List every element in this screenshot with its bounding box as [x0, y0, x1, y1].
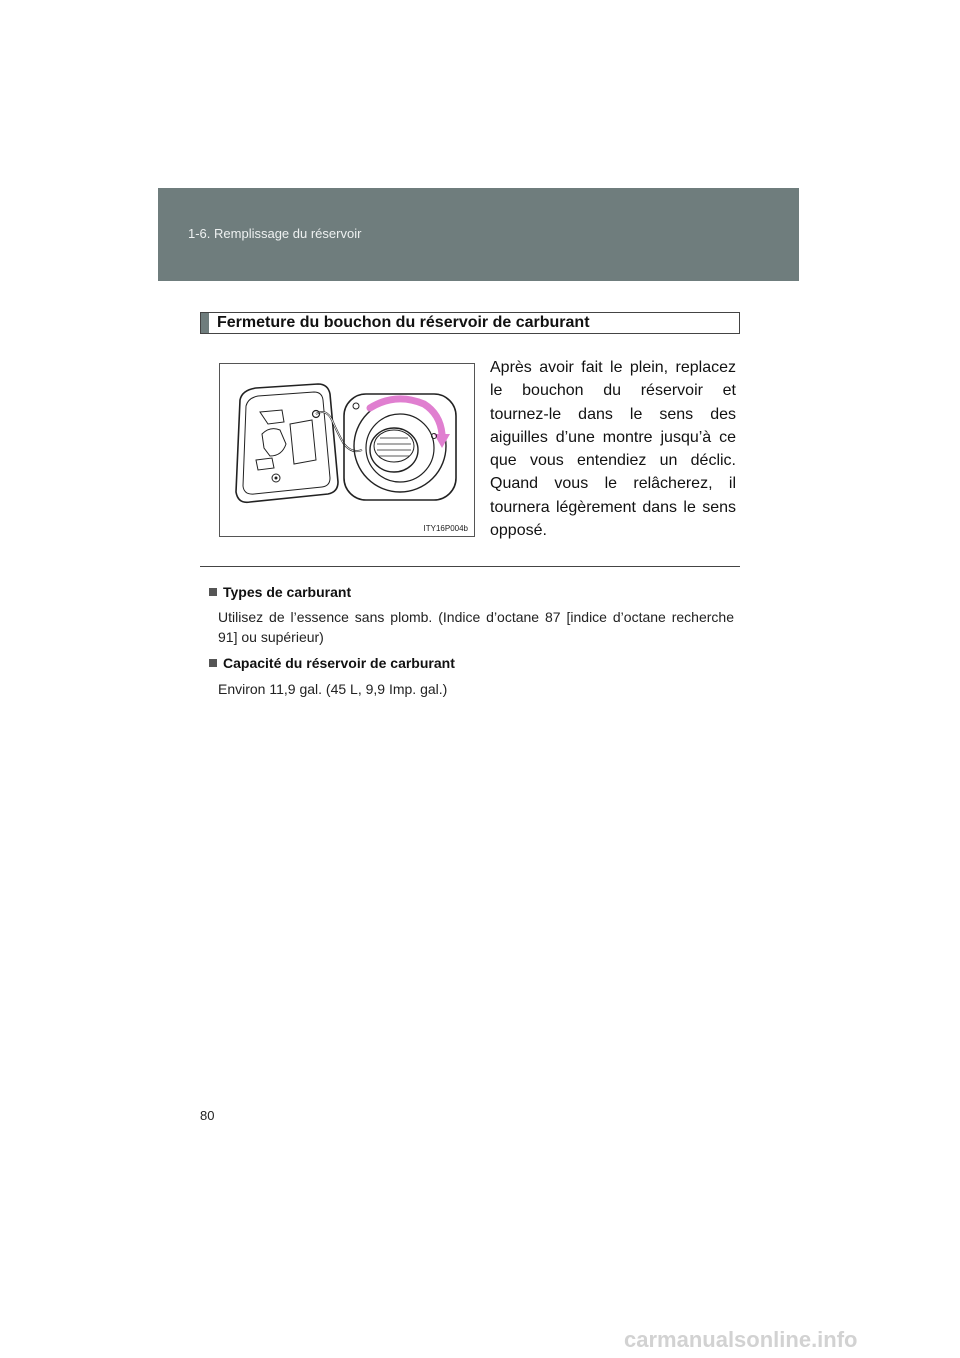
section-title-marker	[201, 313, 209, 333]
fuel-cap-illustration	[219, 363, 475, 537]
square-bullet-icon	[209, 659, 217, 667]
figure-code: ITY16P004b	[423, 524, 468, 533]
section-title: Fermeture du bouchon du réservoir de carburant	[217, 314, 590, 331]
watermark: carmanualsonline.info	[624, 1327, 858, 1352]
note-title-text: Types de carburant	[223, 584, 352, 600]
page-number: 80	[200, 1108, 215, 1123]
square-bullet-icon	[209, 588, 217, 596]
note-text-fuel-types: Utilisez de l’essence sans plomb. (Indice d’octane 87 [indice d’octane recherche 91] ou supérieur)	[218, 609, 734, 645]
fuel-cap-drawing	[220, 364, 474, 536]
chapter-header-band	[158, 188, 799, 281]
note-title-text: Capacité du réservoir de carburant	[223, 655, 455, 671]
note-title-fuel-types	[209, 584, 351, 600]
closing-instructions: Après avoir fait le plein, replacez le bouchon du réservoir et tournez-le dans le sens des aiguilles d’une montre jusqu’à ce que vous entendiez un déclic. Quand vous le relâcherez, il tournera légèrement dans le sens opposé.	[490, 359, 736, 540]
chapter-section-label: 1-6. Remplissage du réservoir	[188, 226, 362, 241]
note-text-tank-capacity: Environ 11,9 gal. (45 L, 9,9 Imp. gal.)	[218, 681, 448, 697]
section-title-box	[200, 312, 740, 334]
note-title-tank-capacity	[209, 655, 455, 671]
section-divider	[200, 566, 740, 567]
